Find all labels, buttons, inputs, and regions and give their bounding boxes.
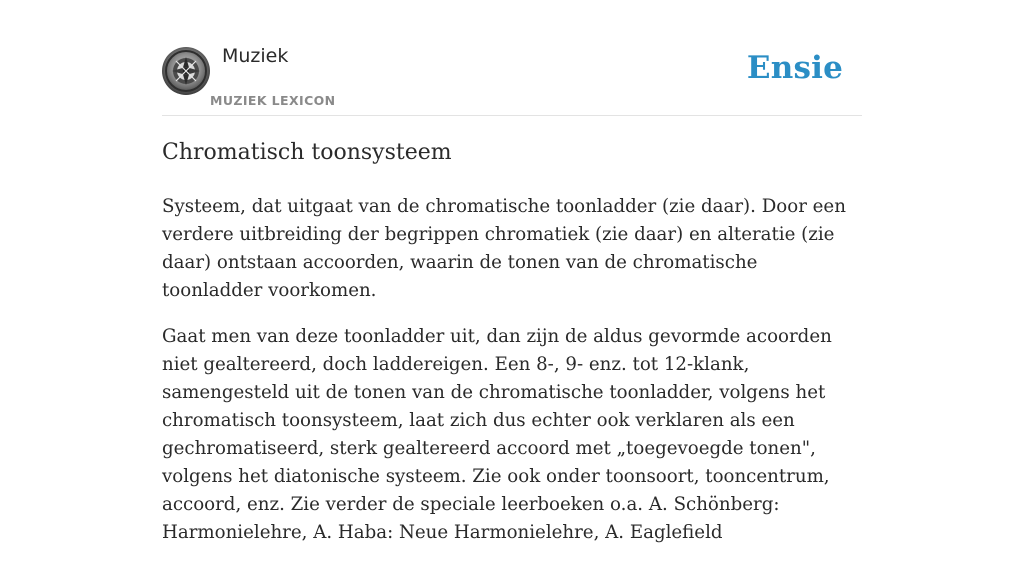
article-body (162, 193, 862, 565)
paragraph: Gaat men van deze toonladder uit, dan zijn de aldus gevormde acoorden niet gealtereerd, doch laddereigen. Een 8-, 9- enz. tot 12-klank, samengesteld uit de tonen van de chromatische toonladder, volgens het chromatisch toonsysteem, laat zich dus echter ook verklaren als een gechromatiseerd, sterk gealtereerd accoord met „toegevoegde tonen", volgens het diatonische systeem. Zie ook onder toonsoort, tooncentrum, accoord, enz. Zie verder de speciale leerboeken o.a. A. Schönberg: Harmonielehre, A. Haba: Neue Harmonielehre, A. Eaglefield (162, 326, 832, 543)
header (162, 0, 862, 116)
collection-subtitle[interactable]: MUZIEK LEXICON (210, 93, 336, 108)
page-title: Chromatisch toonsysteem (162, 140, 452, 165)
paragraph: Systeem, dat uitgaat van de chromatische toonladder (zie daar). Door een verdere uitbreiding der begrippen chromatiek (zie daar) en alteratie (zie daar) ontstaan accoorden, waarin de tonen van de chromatische toonladder voorkomen. (162, 196, 846, 301)
music-emblem-icon[interactable] (162, 47, 210, 95)
brand-logo[interactable]: Ensie (746, 50, 843, 86)
collection-title[interactable]: Muziek (222, 45, 289, 67)
